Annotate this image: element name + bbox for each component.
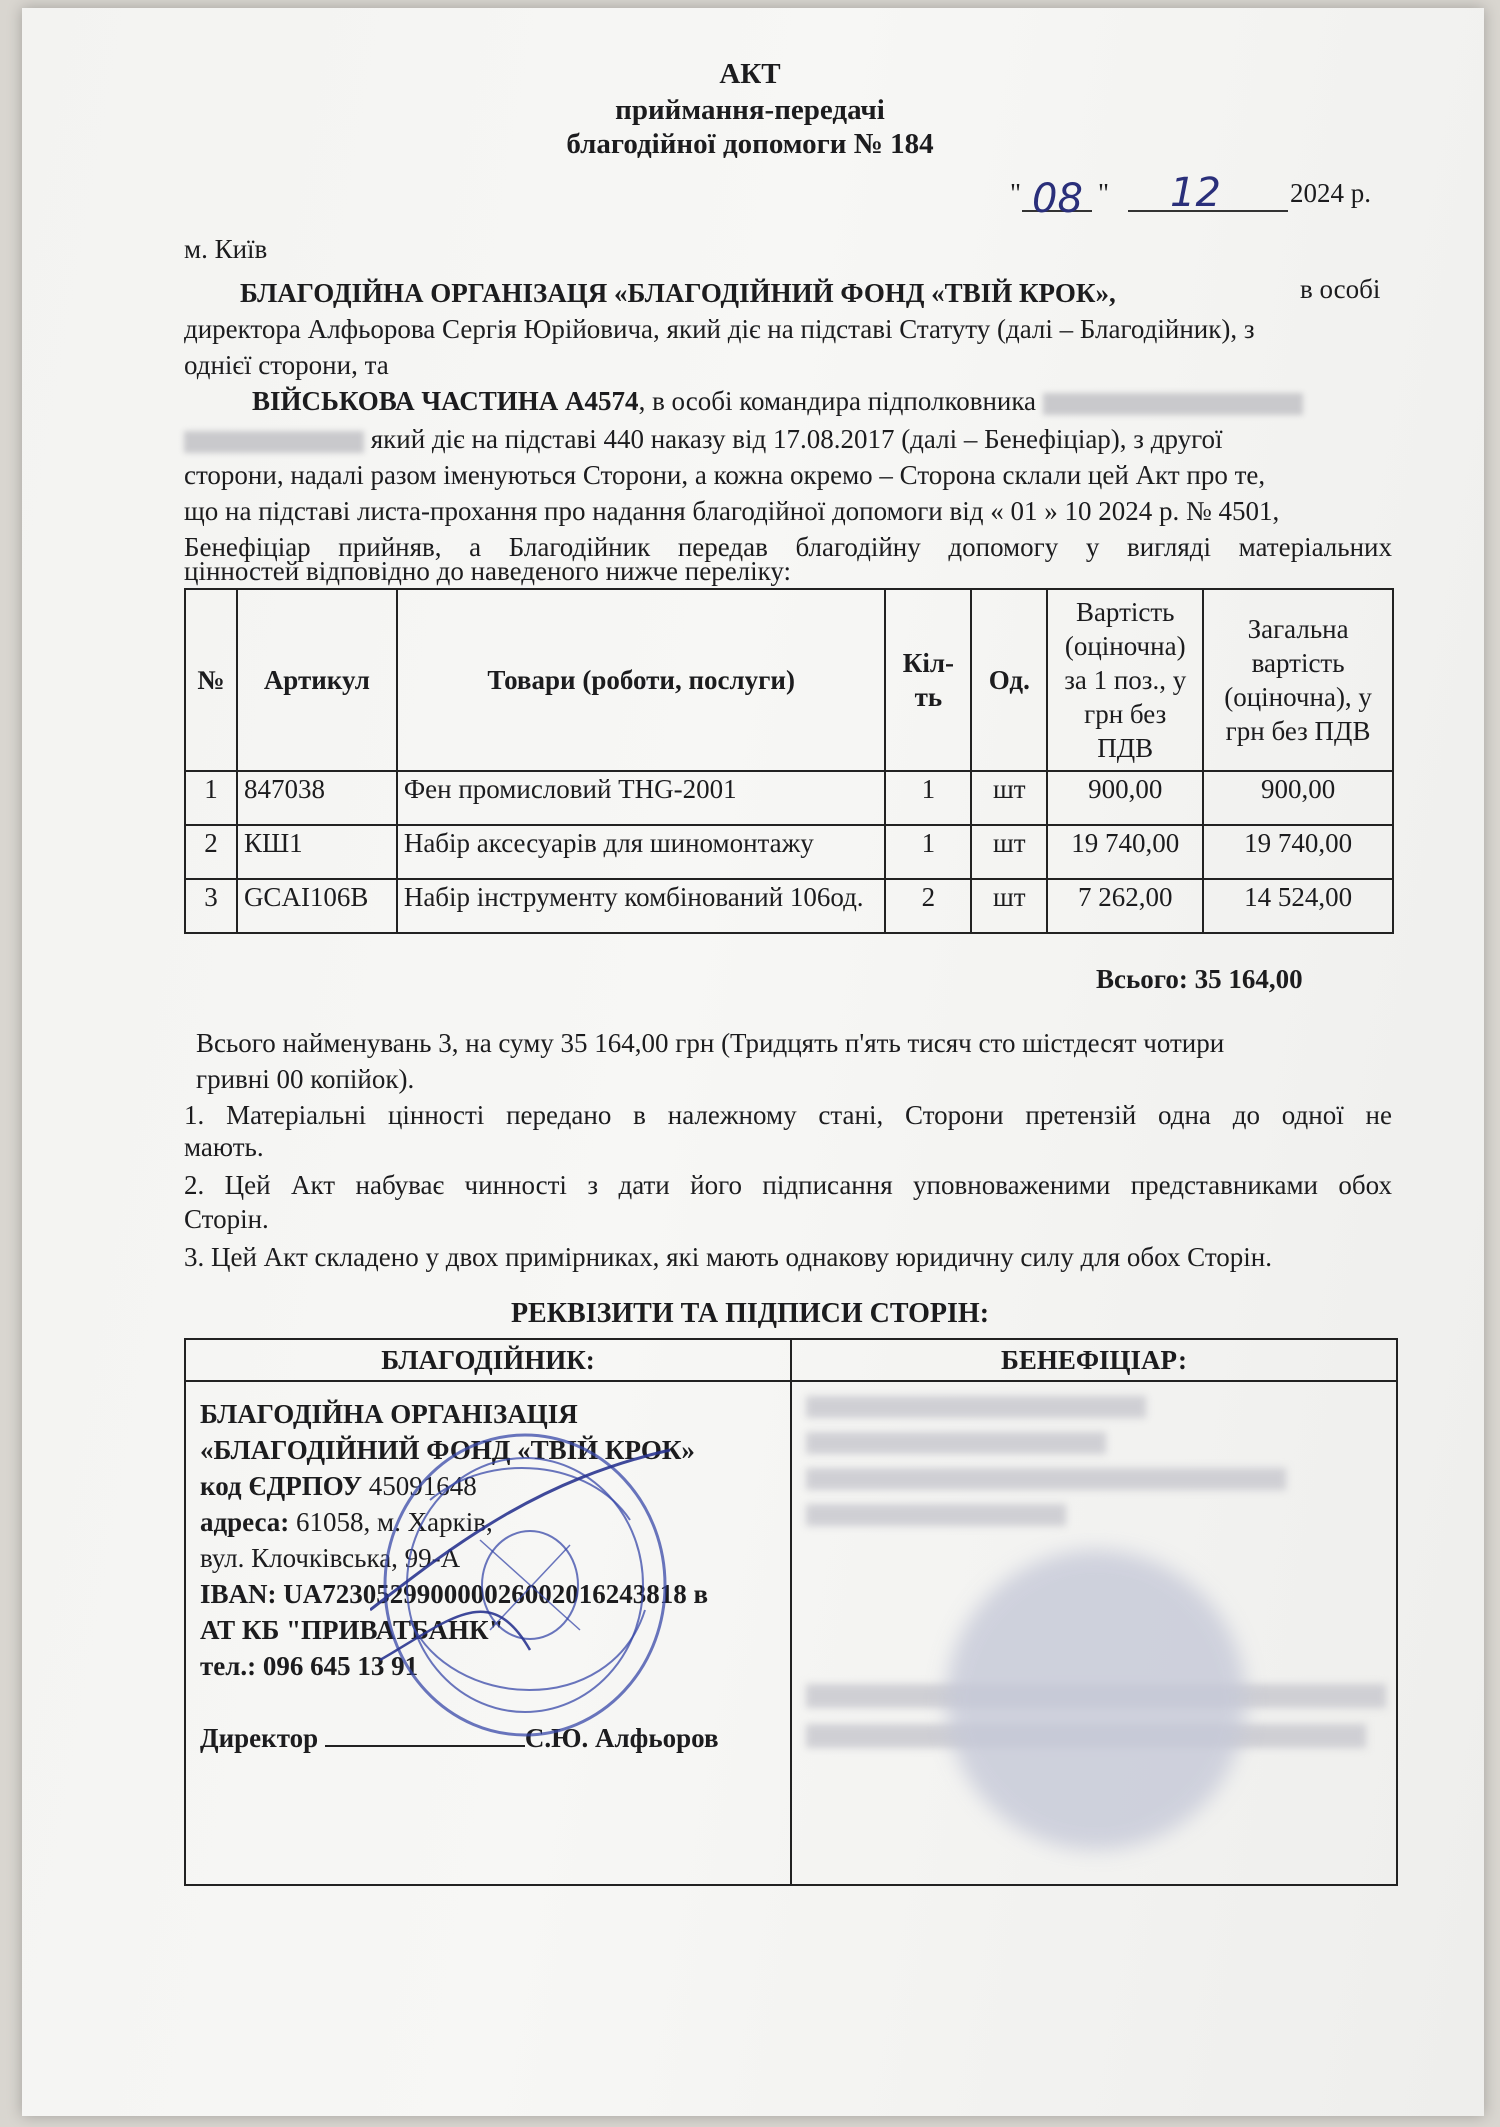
donor-name: БЛАГОДІЙНА ОРГАНІЗАЦЯ «БЛАГОДІЙНИЙ ФОНД «ТВІЙ КРОК», — [240, 278, 1116, 308]
cell-unit: шт — [971, 771, 1047, 825]
donor-stamp-icon — [370, 1420, 680, 1750]
goods-table — [184, 588, 1394, 934]
doc-number: благодійної допомоги № 184 — [566, 128, 934, 160]
iban-label: IBAN: — [200, 1579, 277, 1609]
date-mid-quote: " — [1098, 178, 1110, 208]
sum-value: 35 164,00 — [1194, 964, 1303, 994]
donor-org-line-1: БЛАГОДІЙНА ОРГАНІЗАЦІЯ — [200, 1399, 578, 1429]
cell-qty: 2 — [885, 879, 971, 933]
cell-num: 1 — [185, 771, 237, 825]
col-header-goods: Товари (роботи, послуги) — [397, 589, 886, 771]
redacted-beneficiary-line — [806, 1504, 1066, 1526]
col-header-price: Вартість (оціночна) за 1 поз., у грн без ПДВ — [1047, 589, 1203, 771]
intro-line-8: Бенефіціар прийняв, а Благодійник передав благодійну допомогу у вигляді матеріальних — [184, 532, 1392, 562]
cell-num: 2 — [185, 825, 237, 879]
cell-num: 3 — [185, 879, 237, 933]
clause-1-line-2: мають. — [184, 1132, 264, 1162]
beneficiary-line — [252, 384, 1303, 418]
redacted-beneficiary-line — [806, 1468, 1286, 1490]
cell-price: 7 262,00 — [1047, 879, 1203, 933]
summary-line-2: гривні 00 копійок). — [196, 1064, 415, 1094]
col-header-total: Загальна вартість (оціночна), у грн без ПДВ — [1203, 589, 1393, 771]
cell-qty: 1 — [885, 825, 971, 879]
col-header-num: № — [185, 589, 237, 771]
donor-column-header: БЛАГОДІЙНИК: — [186, 1340, 790, 1382]
date-year: 2024 р. — [1290, 178, 1371, 208]
table-row — [185, 879, 1393, 933]
cell-total: 14 524,00 — [1203, 879, 1393, 933]
table-row — [185, 825, 1393, 879]
donor-bank: АТ КБ "ПРИВАТБАНК" — [200, 1615, 504, 1645]
cell-total: 900,00 — [1203, 771, 1393, 825]
table-header-row — [185, 589, 1393, 771]
intro-line-5-text: який діє на підставі 440 наказу від 17.08.2017 (далі – Бенефіціар), з другої — [370, 424, 1223, 454]
requisites-title: РЕКВІЗИТИ ТА ПІДПИСИ СТОРІН: — [510, 1298, 990, 1329]
redacted-beneficiary-line — [806, 1396, 1146, 1418]
redacted-beneficiary-line — [806, 1432, 1106, 1454]
doc-title: АКТ — [719, 58, 781, 90]
cell-goods: Набір аксесуарів для шиномонтажу — [397, 825, 886, 879]
cell-price: 900,00 — [1047, 771, 1203, 825]
intro-line-7: що на підставі листа-прохання про надання благодійної допомоги від « 01 » 10 2024 р. № 4501, — [184, 496, 1280, 526]
phone-label: тел.: — [200, 1651, 257, 1681]
edrpou-label: код ЄДРПОУ — [200, 1471, 363, 1501]
sum-line — [1096, 962, 1303, 996]
col-header-unit: Од. — [971, 589, 1047, 771]
beneficiary-rest: , в особі командира підполковника — [638, 386, 1037, 416]
cell-unit: шт — [971, 825, 1047, 879]
date-day-handwritten: 08 — [1032, 176, 1083, 222]
table-row — [185, 771, 1393, 825]
cell-article: КШ1 — [237, 825, 397, 879]
summary-line-1: Всього найменувань 3, на суму 35 164,00 грн (Тридцять п'ять тисяч сто шістдесят чотири — [196, 1028, 1225, 1058]
donor-org-line-2: «БЛАГОДІЙНИЙ ФОНД «ТВІЙ КРОК» — [200, 1435, 695, 1465]
redacted-commander-name — [1043, 393, 1303, 415]
clause-2-line-1: 2. Цей Акт набуває чинності з дати його підписання уповноваженими представниками обох — [184, 1170, 1392, 1200]
clause-2-line-2: Сторін. — [184, 1204, 269, 1234]
phone-value: 096 645 13 91 — [262, 1651, 419, 1681]
donor-intro-tail: в особі — [1300, 274, 1381, 304]
col-header-qty: Кіл-ть — [885, 589, 971, 771]
director-name: С.Ю. Алфьоров — [524, 1723, 719, 1753]
cell-goods: Набір інструменту комбінований 106од. — [397, 879, 886, 933]
donor-address-2: вул. Клочківська, 99-А — [200, 1543, 461, 1573]
cell-price: 19 740,00 — [1047, 825, 1203, 879]
clause-3: 3. Цей Акт складено у двох примірниках, які мають однакову юридичну силу для обох Сторін. — [184, 1242, 1272, 1272]
cell-article: GCAI106B — [237, 879, 397, 933]
city: м. Київ — [184, 234, 268, 264]
cell-unit: шт — [971, 879, 1047, 933]
intro-line-9: цінностей відповідно до наведеного нижче переліку: — [184, 556, 792, 586]
sum-label: Всього: — [1096, 964, 1188, 994]
requisites-table — [184, 1338, 1398, 1886]
doc-subtitle: приймання-передачі — [615, 94, 885, 126]
intro-line-5 — [184, 422, 1223, 456]
director-label: Директор — [200, 1723, 319, 1753]
edrpou-value: 45091648 — [368, 1471, 477, 1501]
intro-line-3: однієї сторони, та — [184, 350, 389, 380]
cell-article: 847038 — [237, 771, 397, 825]
column-divider — [790, 1340, 792, 1884]
redacted-commander-initials — [184, 431, 364, 453]
intro-line-2: директора Алфьорова Сергія Юрійовича, який діє на підставі Статуту (далі – Благодійник), з — [184, 314, 1255, 344]
clause-1-line-1: 1. Матеріальні цінності передано в належному стані, Сторони претензій одна до одної не — [184, 1100, 1392, 1130]
iban-value: UA723052990000026002016243818 в — [283, 1579, 709, 1609]
cell-goods: Фен промисловий THG-2001 — [397, 771, 886, 825]
beneficiary-column-header: БЕНЕФІЦІАР: — [792, 1340, 1396, 1382]
date-open-quote: " — [1010, 178, 1022, 208]
col-header-article: Артикул — [237, 589, 397, 771]
intro-line-6: сторони, надалі разом іменуються Сторони, а кожна окремо – Сторона склали цей Акт про те, — [184, 460, 1266, 490]
date-month-handwritten: 12 — [1170, 170, 1221, 216]
beneficiary-name: ВІЙСЬКОВА ЧАСТИНА А4574 — [252, 386, 639, 416]
address-label: адреса: — [200, 1507, 290, 1537]
address-line-1: 61058, м. Харків, — [296, 1507, 493, 1537]
cell-total: 19 740,00 — [1203, 825, 1393, 879]
redacted-beneficiary-stamp — [946, 1550, 1246, 1850]
cell-qty: 1 — [885, 771, 971, 825]
